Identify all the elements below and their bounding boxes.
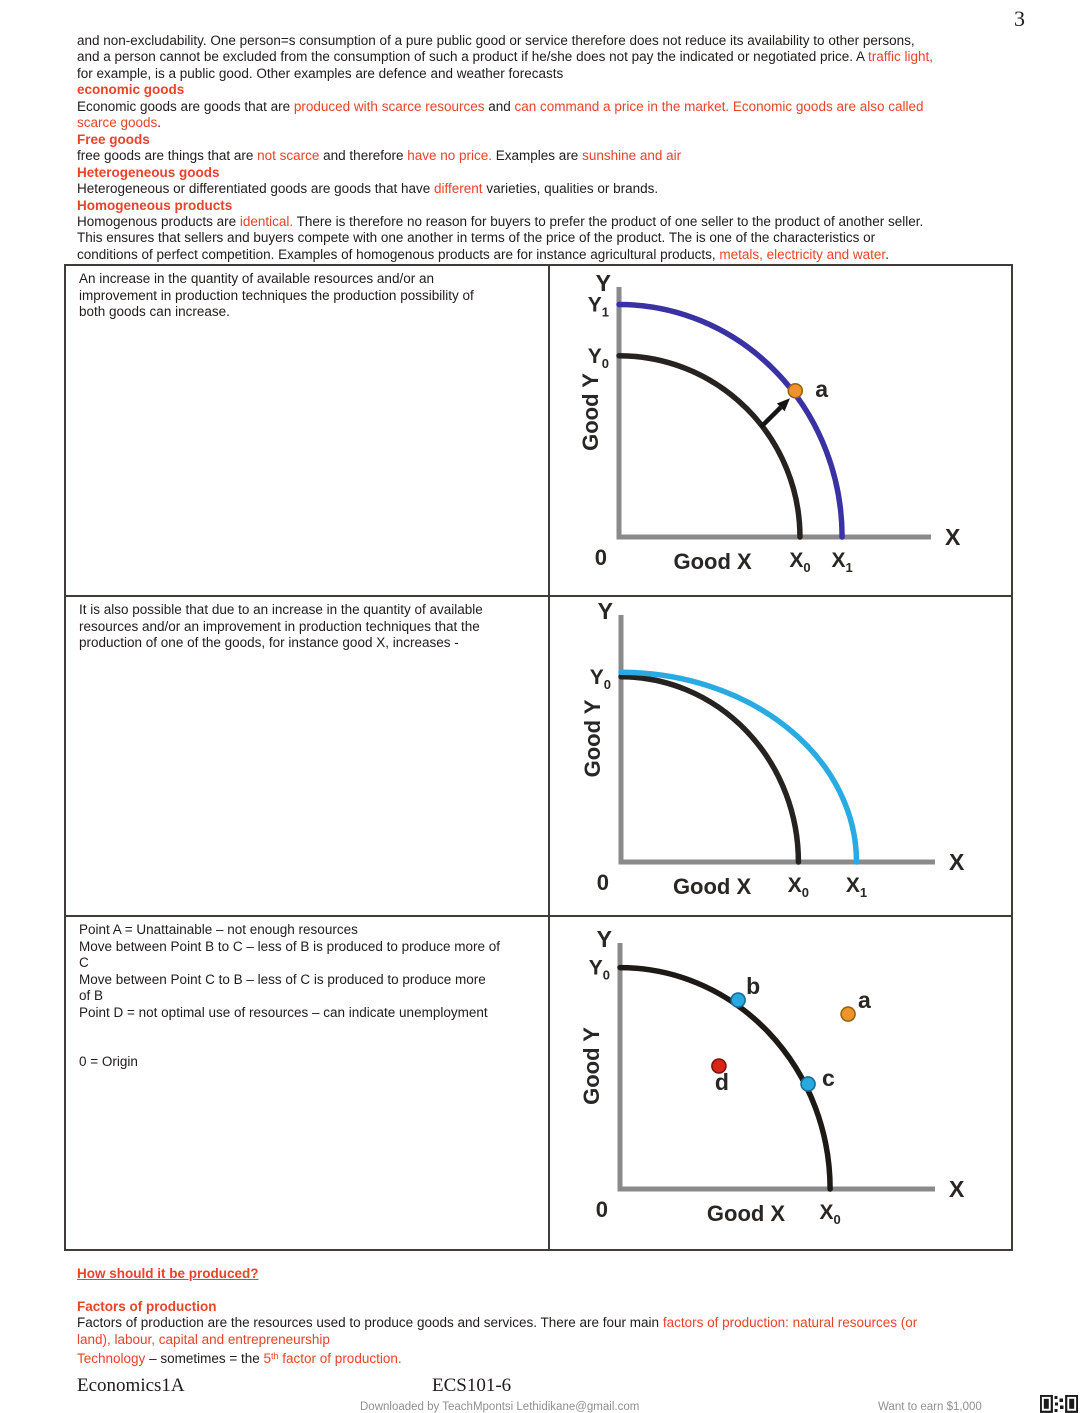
- x-axis-letter: X: [945, 524, 961, 550]
- section-heading: Homogeneous products: [77, 197, 233, 213]
- origin-label: 0: [596, 870, 609, 895]
- y-tick-Y0: $Y_0$: [587, 344, 609, 371]
- text-line: [77, 247, 1067, 263]
- text-segment: Examples are: [492, 148, 583, 164]
- origin-label: 0: [594, 545, 607, 570]
- x-axis-letter: X: [949, 849, 965, 875]
- y-axis-title: Good Y: [580, 699, 605, 778]
- text-segment-red: different: [434, 181, 483, 197]
- text-segment-red: th: [271, 1351, 279, 1362]
- text-line: [77, 148, 1067, 164]
- page-number: 3: [1014, 6, 1025, 31]
- ppc-chart-both-goods-increase: [550, 266, 1011, 595]
- point-c: [801, 1077, 815, 1091]
- text-segment: Factors of production are the resources used to produce goods and services. There are four main: [77, 1315, 663, 1331]
- text-line: Point A = Unattainable – not enough resources: [79, 922, 358, 937]
- section-heading: Factors of production: [77, 1298, 217, 1314]
- text-line: [77, 49, 1067, 65]
- point-label-a: a: [858, 987, 871, 1014]
- curve-original-ppc: [619, 356, 800, 537]
- blank-line: [79, 1038, 538, 1055]
- text-segment-red: Technology: [77, 1351, 146, 1367]
- text-segment: and therefore: [319, 148, 408, 164]
- point-label-c: c: [822, 1064, 835, 1091]
- text-line: production of one of the goods, for instance good X, increases -: [79, 635, 459, 650]
- text-line: [77, 181, 1067, 197]
- curve-pivoted-ppc: [621, 672, 857, 862]
- text-segment: .: [885, 246, 889, 262]
- ppc-chart-good-x-increases: [550, 597, 1011, 915]
- y-tick-Y0: $Y_0$: [588, 956, 610, 983]
- y-tick-Y1: $Y_1$: [587, 293, 609, 320]
- table-cell-chart: [550, 597, 1011, 915]
- table-cell-text: [66, 917, 550, 1249]
- x-tick-X0: $X_0$: [819, 1201, 841, 1227]
- text-line: of B: [79, 988, 104, 1003]
- text-line: [77, 1348, 1067, 1367]
- text-segment-red: identical.: [239, 213, 294, 229]
- text-line: [77, 214, 1067, 230]
- text-line: [77, 66, 1067, 82]
- text-segment: and a person cannot be excluded from the consumption of such a product if he/she does not pay the indicated or negotiated price. A: [77, 49, 869, 65]
- text-segment-red: sunshine and air: [582, 148, 682, 164]
- footer-promo-text: Want to earn $1,000: [878, 1401, 982, 1413]
- qr-code-icon: [1040, 1395, 1078, 1413]
- ppc-table: [64, 264, 1013, 1251]
- text-segment: This ensures that sellers and buyers compete with one another in terms of the price of the product. The is one of the characteristics or: [77, 230, 876, 246]
- table-row: [66, 917, 1011, 1249]
- section-heading: Heterogeneous goods: [77, 164, 220, 180]
- text-segment-red: metals, electricity and water: [719, 246, 886, 262]
- text-line: 0 = Origin: [79, 1054, 138, 1069]
- table-cell-chart: [550, 917, 1011, 1249]
- text-segment-red: traffic light,: [868, 49, 934, 65]
- y-axis-letter: Y: [596, 926, 612, 952]
- text-segment: Homogenous products are: [77, 213, 240, 229]
- y-axis-title: Good Y: [579, 1027, 604, 1105]
- table-cell-text: [66, 266, 550, 595]
- shift-arrow: [761, 407, 781, 427]
- text-segment-red: scarce goods: [77, 115, 158, 131]
- x-tick-X0: $X_0$: [787, 874, 810, 900]
- text-line: both goods can increase.: [79, 304, 230, 319]
- footer-module-code: ECS101-6: [432, 1375, 512, 1396]
- curve-original-ppc: [621, 677, 798, 862]
- text-segment-red: natural resources (or: [792, 1315, 918, 1331]
- origin-label: 0: [595, 1197, 608, 1222]
- text-segment-red: have no price.: [407, 148, 493, 164]
- text-segment: Economic goods are goods that are: [77, 98, 294, 114]
- text-segment: There is therefore no reason for buyers to prefer the product of one seller to the product of another seller.: [293, 213, 924, 229]
- text-segment: and non-excludability. One person=s consumption of a pure public good or service therefore does not reduce its availability to other persons,: [77, 33, 915, 48]
- text-segment: Heterogeneous or differentiated goods are goods that have: [77, 181, 435, 197]
- y-axis-title: Good Y: [578, 373, 603, 451]
- text-segment: conditions of perfect competition. Examples of homogenous products are for instance agricultural products,: [77, 246, 720, 262]
- text-line: An increase in the quantity of available resources and/or an: [79, 271, 434, 286]
- y-axis-letter: Y: [595, 270, 611, 296]
- ppc-chart-points-abcd: [550, 917, 1011, 1247]
- intro-text: [77, 33, 1067, 263]
- text-segment: – sometimes = the: [145, 1351, 264, 1367]
- text-line: improvement in production techniques the production possibility of: [79, 287, 474, 303]
- text-line: resources and/or an improvement in production techniques that the: [79, 618, 480, 634]
- text-line: [77, 1332, 1067, 1348]
- section-heading: How should it be produced?: [77, 1266, 259, 1281]
- point-b: [731, 993, 745, 1007]
- text-line: Move between Point B to C – less of B is produced to produce more of: [79, 938, 500, 954]
- text-line: [77, 99, 1067, 115]
- text-segment: free goods are things that are: [77, 148, 258, 164]
- blank-line: [77, 1282, 1067, 1298]
- text-segment-red: 5: [263, 1351, 272, 1367]
- text-segment: for example, is a public good. Other examples are defence and weather forecasts: [77, 65, 564, 81]
- footer-course-title: Economics1A: [77, 1375, 185, 1396]
- text-segment-red: land), labour, capital and entrepreneurship: [77, 1331, 330, 1347]
- point-label-b: b: [746, 973, 761, 1000]
- curve-expanded-ppc: [619, 305, 842, 538]
- table-row: [66, 266, 1011, 597]
- footer-downloaded-by: Downloaded by TeachMpontsi Lethidikane@gmail.com: [360, 1401, 640, 1413]
- x-axis-title: Good X: [706, 1201, 786, 1226]
- x-axis-title: Good X: [673, 549, 752, 574]
- x-tick-X1: $X_1$: [831, 549, 853, 575]
- y-axis-letter: Y: [597, 598, 613, 624]
- text-line: Move between Point C to B – less of C is produced to produce more: [79, 971, 486, 987]
- text-line: Point D = not optimal use of resources – can indicate unemployment: [79, 1004, 488, 1020]
- text-segment-red: factors of production:: [662, 1315, 789, 1331]
- x-axis-title: Good X: [672, 874, 752, 899]
- table-cell-chart: [550, 266, 1011, 595]
- outro-text: [77, 1266, 1067, 1368]
- x-tick-X1: $X_1$: [845, 874, 868, 900]
- point-label-a: a: [815, 375, 829, 402]
- text-line: [77, 230, 1067, 246]
- table-row: [66, 597, 1011, 917]
- text-segment: varieties, qualities or brands.: [482, 181, 659, 197]
- text-line: It is also possible that due to an increase in the quantity of available: [79, 602, 483, 617]
- point-a: [841, 1007, 855, 1021]
- blank-line: [79, 1021, 538, 1038]
- point-a: [788, 384, 802, 398]
- text-line: C: [79, 955, 89, 970]
- x-axis-letter: X: [949, 1176, 965, 1202]
- text-segment: and: [484, 98, 515, 114]
- section-heading: Free goods: [77, 131, 150, 147]
- text-segment: .: [157, 115, 162, 131]
- text-line: [77, 33, 1067, 49]
- text-line: [77, 115, 1067, 131]
- text-segment-red: produced with scarce resources: [293, 98, 485, 114]
- text-segment-red: not scarce: [257, 148, 320, 164]
- table-cell-text: [66, 597, 550, 915]
- text-line: [77, 1315, 1067, 1331]
- text-segment-red: Economic goods are also called: [732, 98, 924, 114]
- point-label-d: d: [714, 1069, 729, 1095]
- section-heading: economic goods: [77, 82, 185, 98]
- text-segment-red: can command a price in the market.: [514, 98, 730, 114]
- y-tick-Y0: $Y_0$: [589, 665, 611, 692]
- text-segment-red: factor of production.: [278, 1351, 402, 1367]
- x-tick-X0: $X_0$: [789, 549, 811, 575]
